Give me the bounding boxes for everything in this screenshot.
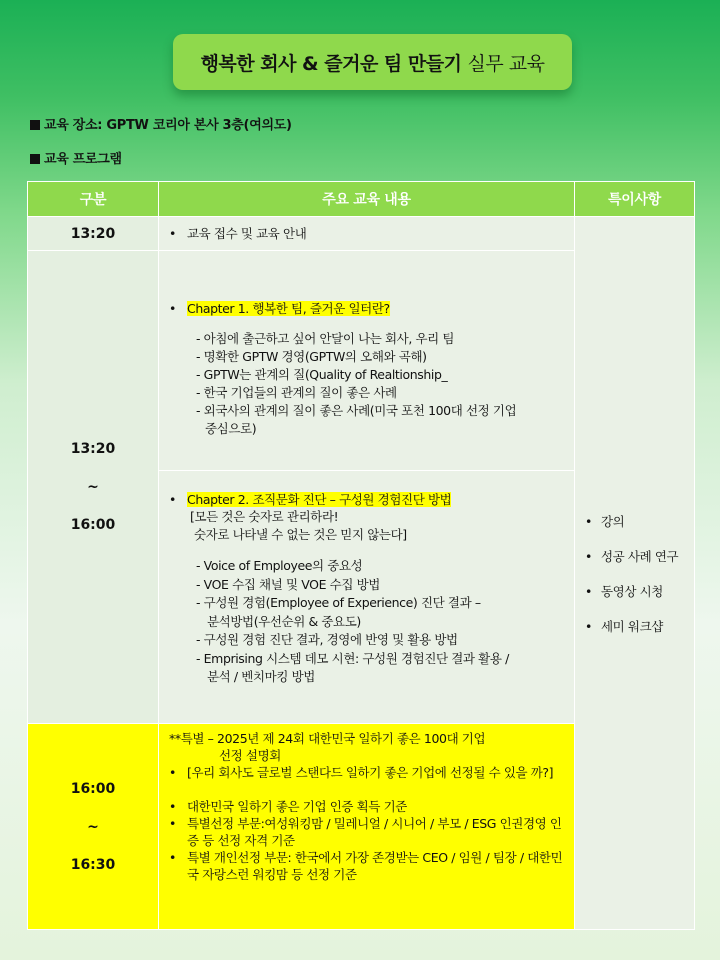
chapter2-item: - VOE 수집 채널 및 VOE 수집 방법 <box>196 576 380 592</box>
chapter2-item: - Emprising 시스템 데모 시현: 구성원 경험진단 결과 활용 / <box>196 650 509 666</box>
list-item <box>159 491 574 508</box>
list-item: • [우리 회사도 글로벌 스탠다드 일하기 좋은 기업에 선정될 수 있을 까?] <box>159 764 574 781</box>
list-item: • 세미 워크샵 <box>575 618 694 635</box>
table-row <box>28 217 695 251</box>
chapter1-item: - 아침에 출근하고 싶어 안달이 나는 회사, 우리 팀 <box>196 331 455 346</box>
chapter1-item: - 외국사의 관계의 질이 좋은 사례(미국 포천 100대 선정 기업 <box>196 403 517 418</box>
chapter1-title: Chapter 1. 행복한 팀, 즐거운 일터란? <box>187 301 390 316</box>
notes-cell <box>575 217 695 930</box>
list-item: • 대한민국 일하기 좋은 기업 인증 획득 기준 <box>159 798 574 815</box>
list-item: • 특별선정 부문:여성워킹맘 / 밀레니얼 / 시니어 / 부모 / ESG 인권경영 인증 등 선정 자격 기준 <box>159 815 574 849</box>
chapter2-quote: 숫자로 나타낼 수 없는 것은 믿지 않는다] <box>194 527 407 542</box>
header-notes: 특이사항 <box>575 182 695 217</box>
chapter1-block <box>159 251 574 471</box>
location-text: 교육 장소: GPTW 코리아 본사 3층(여의도) <box>44 118 292 133</box>
time-cell <box>28 251 159 724</box>
time-cell <box>28 724 159 930</box>
square-bullet-icon <box>30 120 40 130</box>
list-item: • 강의 <box>575 513 694 530</box>
title-banner <box>173 34 572 90</box>
location-line <box>30 114 292 133</box>
content-cell <box>159 251 575 724</box>
content-cell <box>159 217 575 251</box>
program-heading-text: 교육 프로그램 <box>44 152 122 167</box>
chapter1-item: - 명확한 GPTW 경영(GPTW의 오해와 곡해) <box>196 349 427 364</box>
chapter2-block <box>159 471 574 723</box>
chapter2-title: Chapter 2. 조직문화 진단 – 구성원 경험진단 방법 <box>187 492 452 507</box>
program-heading <box>30 148 122 167</box>
list-item: • 동영상 시청 <box>575 583 694 600</box>
time-tilde: ~ <box>87 479 99 495</box>
list-item: • 특별 개인선정 부문: 한국에서 가장 존경받는 CEO / 임원 / 팀장 / 대한민국 자랑스런 워킹맘 등 선정 기준 <box>159 849 574 883</box>
list-item: • 성공 사례 연구 <box>575 548 694 565</box>
chapter2-item: 분석방법(우선순위 & 중요도) <box>207 613 361 629</box>
square-bullet-icon <box>30 154 40 164</box>
program-table <box>27 181 695 930</box>
content-cell <box>159 724 575 930</box>
chapter2-quote: [모든 것은 숫자로 관리하라! <box>190 509 339 524</box>
header-content: 주요 교육 내용 <box>159 182 575 217</box>
chapter1-item: 중심으로) <box>205 421 257 436</box>
special-title: **특별 – 2025년 제 24회 대한민국 일하기 좋은 100대 기업 <box>169 731 486 746</box>
time-end: 16:30 <box>70 856 116 873</box>
notes-list <box>575 493 694 635</box>
chapter2-item: - Voice of Employee의 중요성 <box>196 558 363 573</box>
special-title-cont: 선정 설명회 <box>219 748 281 763</box>
title-light: 실무 교육 <box>467 52 545 75</box>
list-item <box>159 300 574 317</box>
chapter2-item: - 구성원 경험 진단 결과, 경영에 반영 및 활용 방법 <box>196 632 458 647</box>
time-cell <box>28 217 159 251</box>
table-header-row <box>28 182 695 217</box>
chapter1-item: - GPTW는 관계의 질(Quality of Realtionship_ <box>196 367 448 382</box>
chapter2-item: - 구성원 경험(Employee of Experience) 진단 결과 – <box>196 595 481 610</box>
list-item: • 교육 접수 및 교육 안내 <box>159 225 574 242</box>
chapter1-item: - 한국 기업들의 관계의 질이 좋은 사례 <box>196 385 397 400</box>
time-start: 16:00 <box>70 780 116 797</box>
time-start: 13:20 <box>70 441 116 457</box>
header-category: 구분 <box>28 182 159 217</box>
title-bold: 행복한 회사 & 즐거운 팀 만들기 <box>200 52 462 75</box>
time-tilde: ~ <box>87 818 99 835</box>
time-label: 13:20 <box>70 225 116 242</box>
chapter2-item: 분석 / 벤치마킹 방법 <box>207 669 315 684</box>
time-end: 16:00 <box>70 517 116 533</box>
